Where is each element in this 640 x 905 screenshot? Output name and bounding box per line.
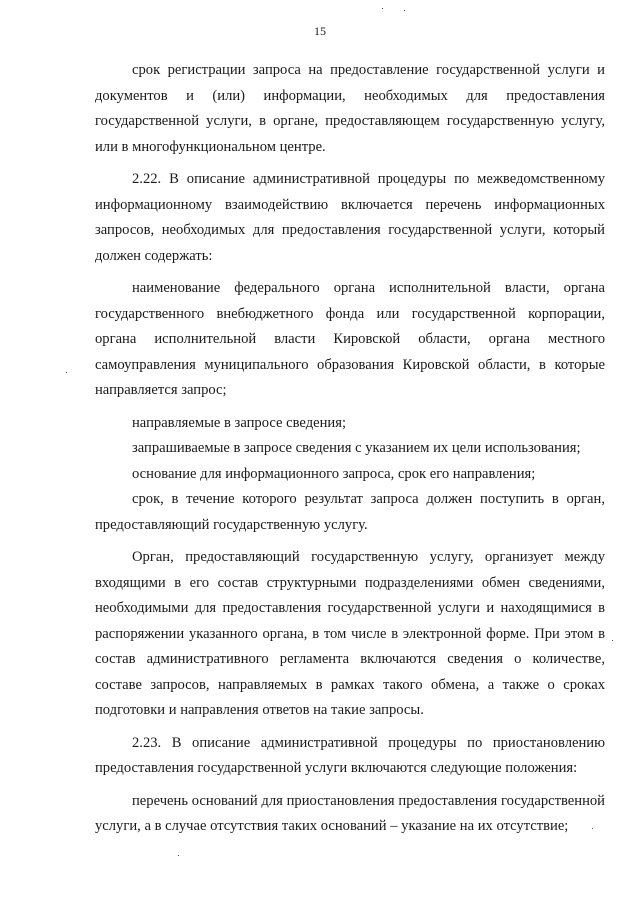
paragraph: направляемые в запросе сведения; [132, 414, 347, 431]
paragraph: Орган, предоставляющий государственную услугу, организует между входящими в его состав структурными подразделениями обмен сведениями, необходимыми для предоставления государственной услуги и находящимися в распоряжении указанного органа, в том числе в электронной форме. При этом в состав административного регламента включаются сведения о количестве, составе запросов, направляемых в рамках такого обмена, а также о сроках подготовки и направления ответов на такие запросы. [95, 549, 605, 718]
paragraph: 2.22. В описание административной процедуры по межведомственному информационному взаимодействию включается перечень информационных запросов, необходимых для предоставления государственной услуги, который должен содержать: [95, 171, 605, 264]
page-number: 15 [314, 24, 326, 38]
paragraph: срок регистрации запроса на предоставление государственной услуги и документов и (или) информации, необходимых для предоставления государственной услуги, в органе, предоставляющем государственную услугу, или в многофункциональном центре. [95, 62, 605, 155]
paragraph: запрашиваемые в запросе сведения с указанием их цели использования; [132, 440, 581, 456]
document-body [95, 58, 605, 840]
paragraph: срок, в течение которого результат запроса должен поступить в орган, предоставляющий государственную услугу. [95, 491, 605, 533]
paragraph: наименование федерального органа исполнительной власти, органа государственного внебюджетного фонда или государственной корпорации, органа исполнительной власти Кировской области, органа местного самоуправления муниципального образования Кировской области, в которые направляется запрос; [95, 280, 605, 398]
paragraph: перечень оснований для приостановления предоставления государственной услуги, а в случае отсутствия таких оснований – указание на их отсутствие; [95, 792, 605, 834]
paragraph: 2.23. В описание административной процедуры по приостановлению предоставления государственной услуги включаются следующие положения: [95, 734, 605, 776]
paragraph: основание для информационного запроса, срок его направления; [132, 465, 536, 482]
